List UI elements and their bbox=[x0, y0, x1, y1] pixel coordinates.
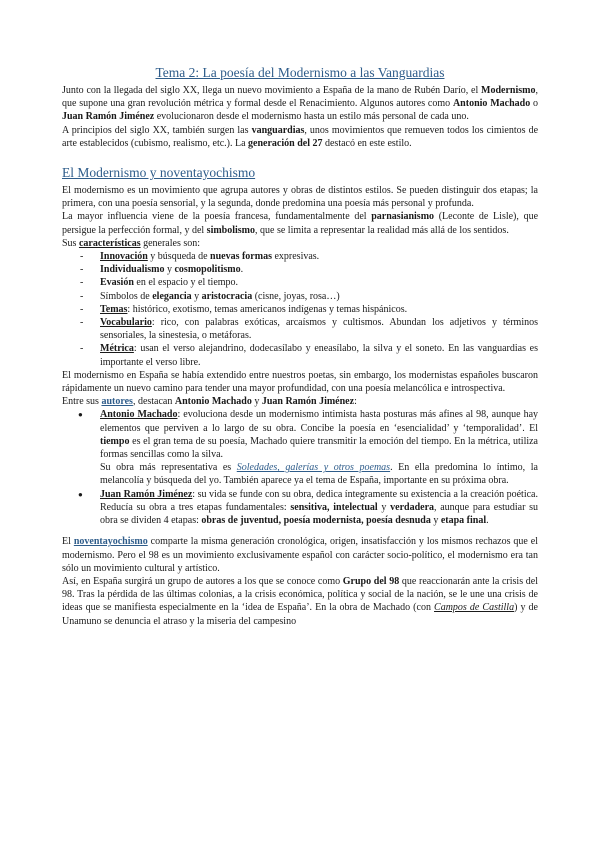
noventayocho-paragraph-1: El noventayochismo comparte la misma generación cronológica, origen, insatisfacción y los mismos rechazos que el modernismo. Pero el 98 es un movimiento exclusivamente español con carácter socio-político, el modernismo era tan sólo un movimiento cultural y artístico. bbox=[62, 536, 538, 574]
intro-paragraph-1: Junto con la llegada del siglo XX, llega un nuevo movimiento a España de la mano de Rubén Darío, el Modernismo, que supone una gran revolución métrica y formal desde el Renacimiento. Algunos autores como Antonio Machado o Juan Ramón Jiménez evolucionaron desde el modernismo hasta un estilo más personal de cada uno. bbox=[62, 85, 538, 123]
list-item: - Símbolos de elegancia y aristocracia (cisne, joyas, rosa…) bbox=[100, 290, 538, 303]
author-machado: ● Antonio Machado: evoluciona desde un modernismo intimista hasta posturas más afines al 98, aunque hay elementos que perviven a lo largo de su obra. Concibe la poesía en ‘esencialidad’ y ‘temporalidad’. El tiempo es el gran tema de su poesía, Machado quiere transmitir la emoción del tiempo. En la métrica, utiliza formas sencillas como la silva. Su obra más representativa es Soledades, galerías y otros poemas. En ella predomina lo íntimo, la melancolía y búsqueda del yo. También aparece ya el tema de España, importante en su próxima obra. bbox=[100, 408, 538, 487]
list-item: - Innovación y búsqueda de nuevas formas expresivas. bbox=[100, 250, 538, 263]
author-jimenez: ● Juan Ramón Jiménez: su vida se funde con su obra, dedica íntegramente su existencia a la creación poética. Reducía su obra a tres etapas fundamentales: sensitiva, intelectual y verdadera, aunque para estudiar su obra se dividen 4 etapas: obras de juventud, poesía modernista, poesía desnuda y etapa final. bbox=[100, 488, 538, 528]
page-title: Tema 2: La poesía del Modernismo a las Vanguardias bbox=[155, 65, 445, 80]
characteristics-list bbox=[62, 250, 538, 369]
modernismo-paragraph-5: Entre sus autores, destacan Antonio Machado y Juan Ramón Jiménez: bbox=[62, 396, 357, 408]
list-item: - Temas: histórico, exotismo, temas americanos indígenas y temas hispánicos. bbox=[100, 303, 538, 316]
modernismo-paragraph-4: El modernismo en España se había extendido entre nuestros poetas, sin embargo, los modernistas españoles buscaron rápidamente un nuevo camino para tender una mayor profundidad, con una poesía melancólica e introspectiva. bbox=[62, 369, 538, 395]
list-item: - Métrica: usan el verso alejandrino, dodecasílabo y eneasílabo, la silva y el soneto. En las vanguardias es importante el verso libre. bbox=[100, 342, 538, 368]
authors-list bbox=[62, 408, 538, 527]
list-item: - Evasión en el espacio y el tiempo. bbox=[100, 276, 538, 289]
intro-paragraph-2: A principios del siglo XX, también surgen las vanguardias, unos movimientos que remueven todos los cimientos de arte establecidos (cubismo, realismo, etc.). La generación del 27 destacó en este estilo. bbox=[62, 124, 539, 149]
list-item: - Vocabulario: rico, con palabras exóticas, arcaísmos y cultismos. Abundan los adjetivos y términos sensoriales, la sinestesia, o metáforas. bbox=[100, 316, 538, 342]
list-item: - Individualismo y cosmopolitismo. bbox=[100, 263, 538, 276]
modernismo-paragraph-1: El modernismo es un movimiento que agrupa autores y obras de distintos estilos. Se pueden distinguir dos etapas; la primera, con una poesía sensorial, y la segunda, donde predomina una poesía más personal y profunda. bbox=[62, 185, 538, 210]
machado-work-paragraph: Su obra más representativa es Soledades, galerías y otros poemas. En ella predomina lo íntimo, la melancolía y búsqueda del yo. También aparece ya el tema de España, importante en su próxima obra. bbox=[100, 462, 538, 487]
section-heading-modernismo: El Modernismo y noventayochismo bbox=[62, 165, 256, 181]
noventayocho-paragraph-2: Así, en España surgirá un grupo de autores a los que se conoce como Grupo del 98 que reaccionarán ante la crisis del 98. Tras la pérdida de las últimas colonias, a la crisis económica, política y social de la nación, se le une una crisis de ideas que se manifiesta especialmente en la ‘idea de España’. En la obra de Machado (con Campos de Castilla) y de Unamuno se denuncia el atraso y la miseria del campesino bbox=[62, 575, 538, 627]
modernismo-paragraph-3: Sus características generales son: bbox=[62, 237, 201, 249]
spacer bbox=[62, 527, 538, 535]
modernismo-paragraph-2: La mayor influencia viene de la poesía francesa, fundamentalmente del parnasianismo (Leconte de Lisle), que persigue la perfección formal, y del simbolismo, que se limita a representar la realidad más allá de los sentidos. bbox=[62, 211, 539, 236]
